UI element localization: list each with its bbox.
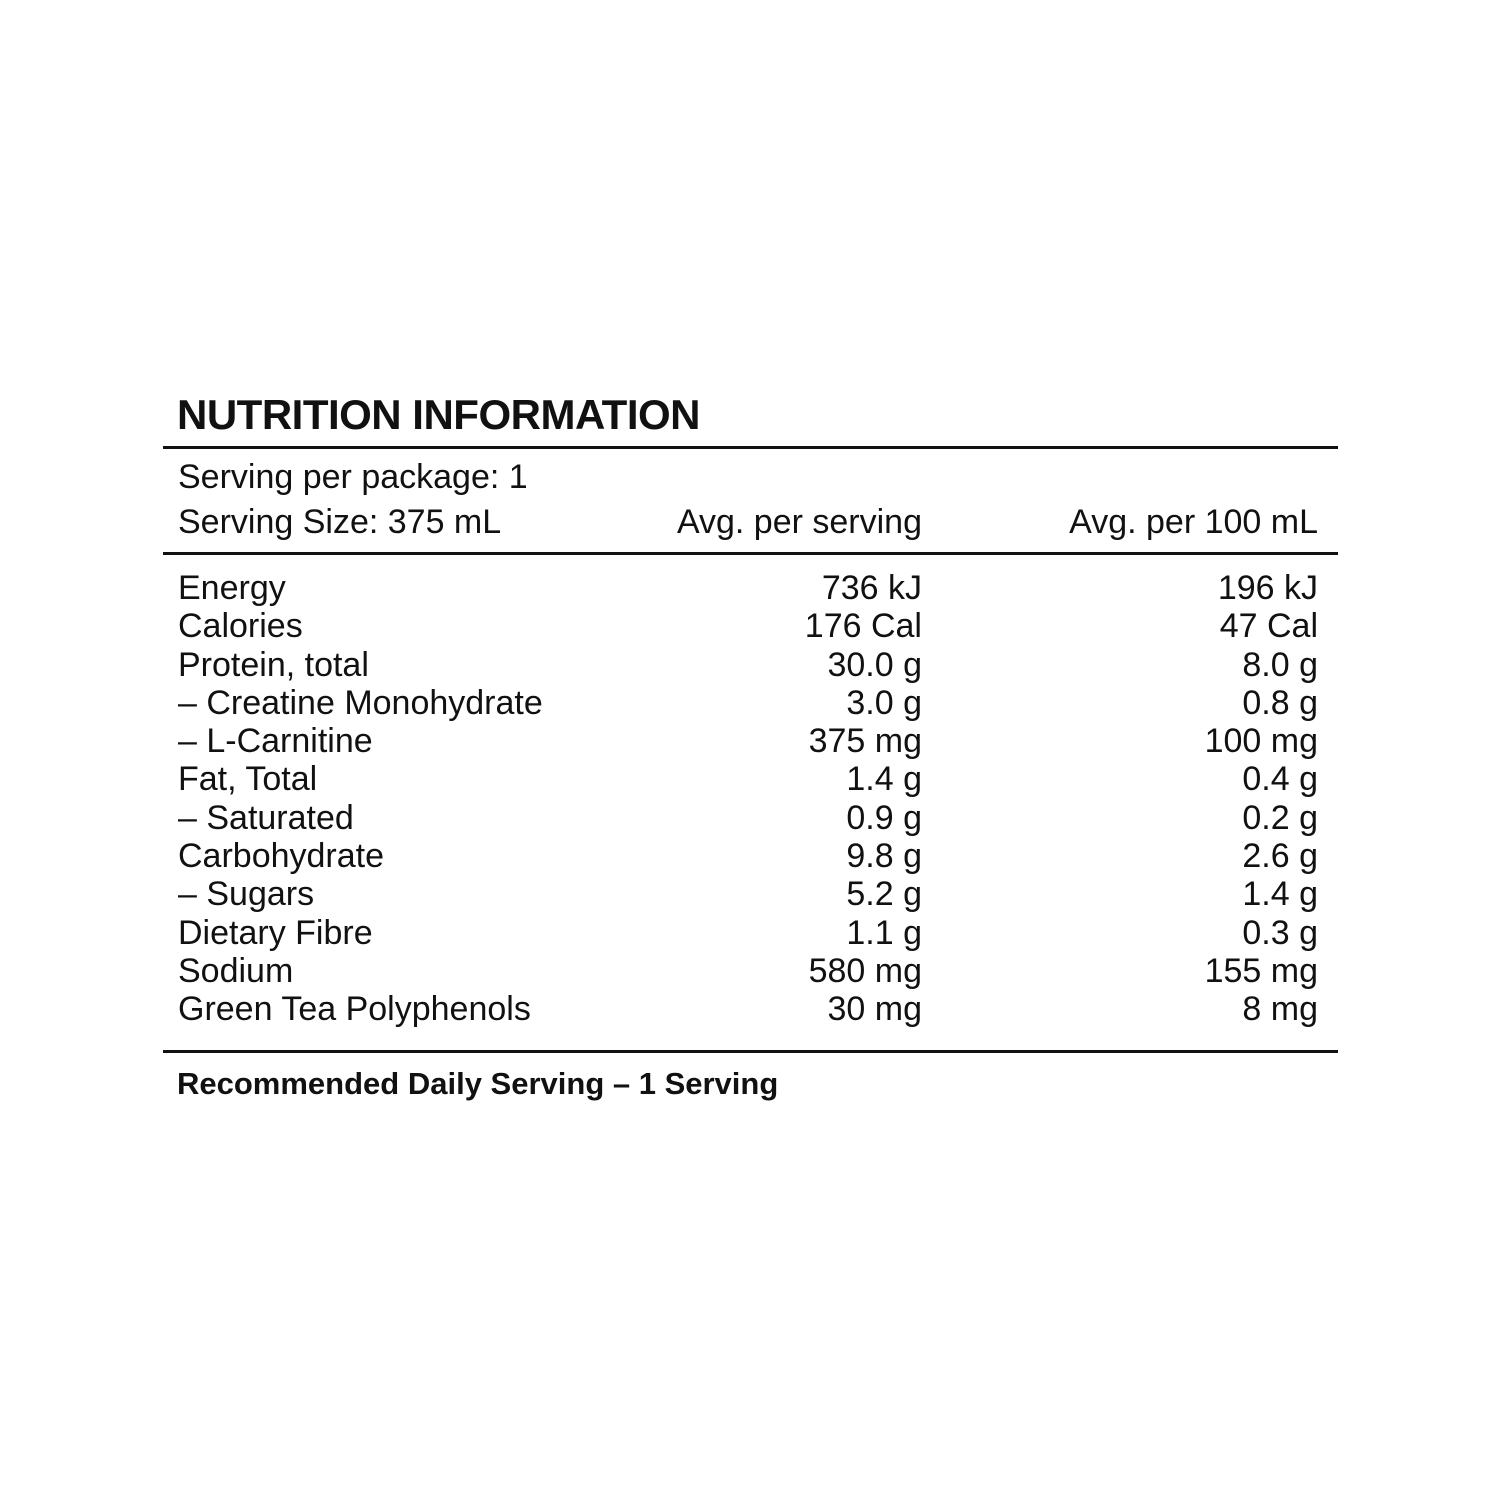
table-row (163, 722, 1338, 760)
value-per-serving: 736 kJ (821, 569, 922, 607)
value-per-100ml: 2.6 g (1242, 837, 1318, 876)
value-per-serving: 580 mg (808, 951, 922, 990)
nutrient-name: Carbohydrate (178, 837, 385, 876)
nutrient-name: Sodium (178, 951, 294, 990)
nutrient-name: – Creatine Monohydrate (178, 683, 543, 722)
value-per-100ml: 0.4 g (1242, 760, 1318, 799)
table-row (163, 837, 1338, 875)
table-row (163, 684, 1338, 722)
nutrient-name: Green Tea Polyphenols (178, 990, 531, 1029)
table-row (163, 952, 1338, 990)
serving-size: Serving Size: 375 mL (178, 503, 502, 541)
nutrient-name: Dietary Fibre (178, 913, 373, 952)
nutrient-table (163, 569, 1338, 1029)
column-header-per-serving: Avg. per serving (676, 503, 922, 541)
panel-title: NUTRITION INFORMATION (177, 391, 700, 438)
nutrient-name: Fat, Total (178, 760, 318, 799)
value-per-100ml: 8 mg (1242, 990, 1318, 1029)
nutrient-name: – Sugars (178, 875, 315, 914)
value-per-serving: 3.0 g (846, 683, 922, 722)
table-row (163, 875, 1338, 913)
servings-per-package: Serving per package: 1 (178, 458, 528, 496)
value-per-serving: 5.2 g (846, 875, 922, 914)
column-header-per-100ml: Avg. per 100 mL (1069, 503, 1318, 541)
table-row (163, 646, 1338, 684)
nutrient-name: – Saturated (178, 798, 354, 837)
nutrient-name: Energy (178, 569, 286, 607)
table-row (163, 799, 1338, 837)
nutrient-name: Calories (178, 607, 303, 646)
value-per-100ml: 196 kJ (1217, 569, 1318, 607)
table-row (163, 990, 1338, 1028)
value-per-serving: 1.1 g (846, 913, 922, 952)
table-row (163, 914, 1338, 952)
bottom-divider (163, 1050, 1338, 1053)
top-divider (163, 446, 1338, 449)
recommended-serving-note: Recommended Daily Serving – 1 Serving (177, 1066, 779, 1101)
value-per-100ml: 0.3 g (1242, 913, 1318, 952)
table-row (163, 569, 1338, 607)
value-per-serving: 375 mg (808, 722, 922, 761)
header-divider (163, 552, 1338, 555)
value-per-serving: 9.8 g (846, 837, 922, 876)
nutrient-name: Protein, total (178, 645, 369, 684)
value-per-100ml: 47 Cal (1219, 607, 1318, 646)
value-per-100ml: 0.8 g (1242, 683, 1318, 722)
value-per-100ml: 1.4 g (1242, 875, 1318, 914)
value-per-serving: 30 mg (827, 990, 922, 1029)
value-per-serving: 30.0 g (827, 645, 922, 684)
value-per-100ml: 100 mg (1204, 722, 1318, 761)
nutrient-name: – L-Carnitine (178, 722, 373, 761)
value-per-serving: 176 Cal (804, 607, 922, 646)
table-row (163, 607, 1338, 645)
value-per-serving: 0.9 g (846, 798, 922, 837)
value-per-serving: 1.4 g (846, 760, 922, 799)
value-per-100ml: 155 mg (1204, 951, 1318, 990)
table-row (163, 760, 1338, 798)
value-per-100ml: 8.0 g (1242, 645, 1318, 684)
value-per-100ml: 0.2 g (1242, 798, 1318, 837)
